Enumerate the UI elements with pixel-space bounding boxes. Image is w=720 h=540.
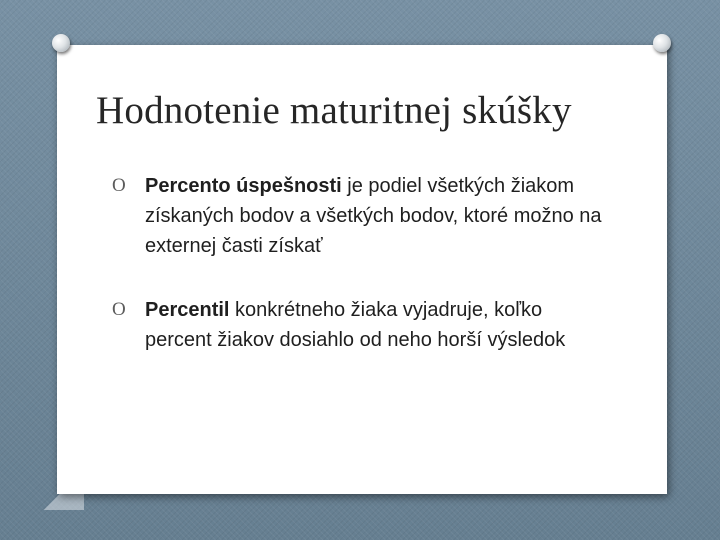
bullet-term: Percentil xyxy=(145,299,230,321)
bullet-term: Percento úspešnosti xyxy=(145,175,342,197)
pushpin-icon xyxy=(52,34,70,52)
bullet-circle-icon: O xyxy=(112,299,126,320)
slide-title: Hodnotenie maturitnej skúšky xyxy=(96,89,572,132)
bullet-circle-icon: O xyxy=(112,175,126,196)
bullet-item xyxy=(112,295,612,355)
bullet-list xyxy=(112,171,612,355)
bullet-item xyxy=(112,171,612,261)
bullet-text: konkrétneho žiaka vyjadruje, koľko percent žiakov dosiahlo od neho horší výsledok xyxy=(145,299,566,351)
bullet-text: je podiel všetkých žiakom získaných bodov a všetkých bodov, ktoré možno na externej časti získať xyxy=(145,175,602,257)
pushpin-icon xyxy=(653,34,671,52)
